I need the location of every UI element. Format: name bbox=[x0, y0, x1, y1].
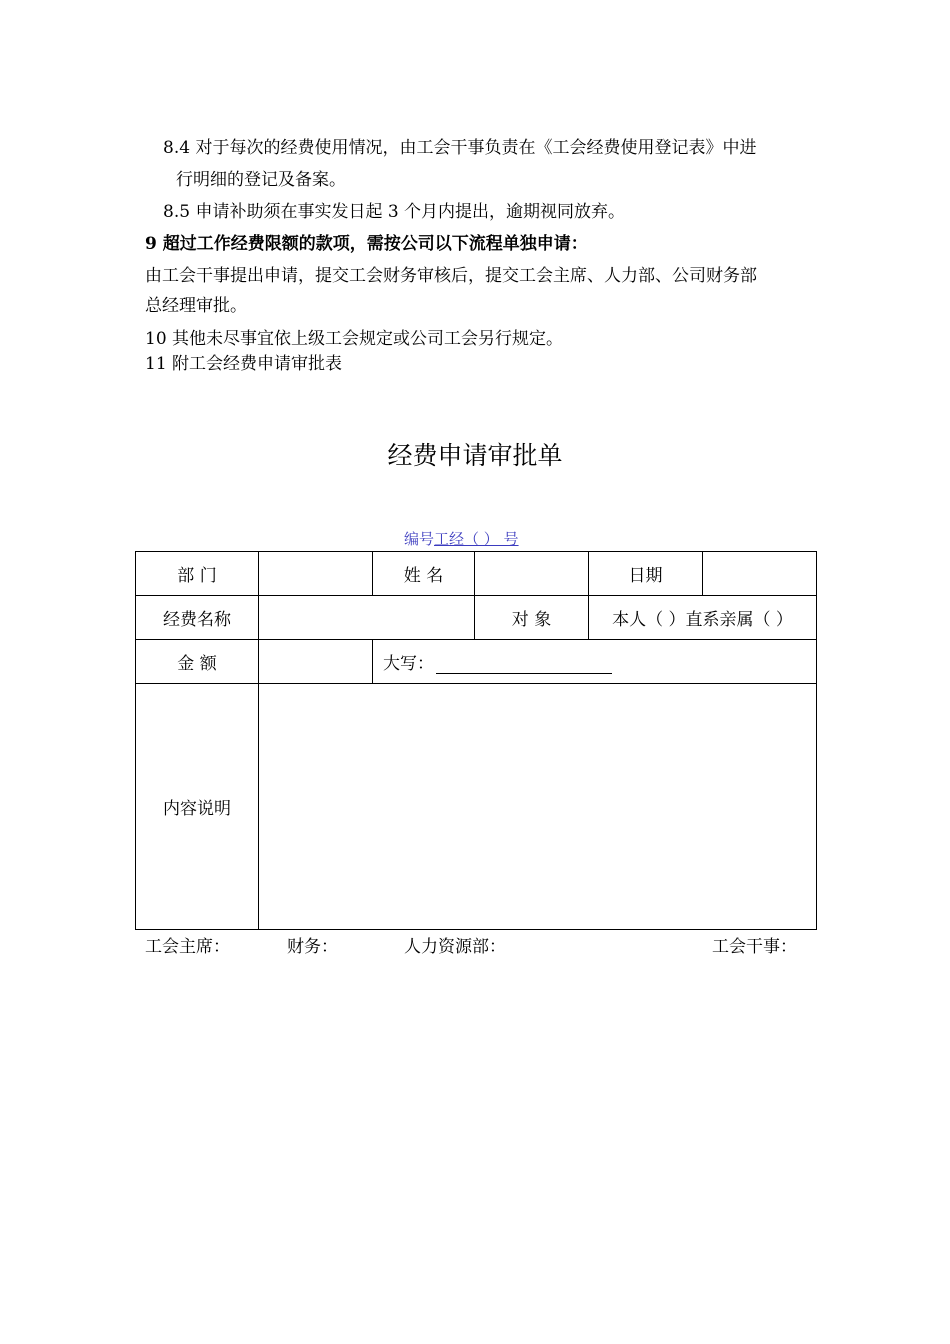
fee-name-field[interactable] bbox=[259, 596, 475, 640]
paragraph-10: 10 其他未尽事宜依上级工会规定或公司工会另行规定。 bbox=[145, 329, 564, 349]
name-label: 姓 名 bbox=[373, 552, 475, 596]
uppercase-amount-cell bbox=[373, 640, 817, 684]
uppercase-label: 大写： bbox=[383, 654, 434, 674]
target-label: 对 象 bbox=[475, 596, 589, 640]
hr-signature-label: 人力资源部： bbox=[404, 937, 506, 957]
date-label: 日期 bbox=[589, 552, 703, 596]
table-row bbox=[136, 640, 817, 684]
serial-underlined: 工经（ ） 号 bbox=[434, 530, 519, 548]
table-row bbox=[136, 552, 817, 596]
date-field[interactable] bbox=[703, 552, 817, 596]
fee-name-label: 经费名称 bbox=[136, 596, 259, 640]
section-9-heading: 9 超过工作经费限额的款项，需按公司以下流程单独申请： bbox=[145, 234, 588, 254]
paragraph-8-4-line2: 行明细的登记及备案。 bbox=[176, 170, 346, 190]
table-row bbox=[136, 596, 817, 640]
serial-number bbox=[404, 528, 519, 549]
officer-signature-label: 工会干事： bbox=[712, 937, 797, 957]
amount-label: 金 额 bbox=[136, 640, 259, 684]
table-row bbox=[136, 684, 817, 930]
department-label: 部 门 bbox=[136, 552, 259, 596]
application-form-table bbox=[135, 551, 817, 930]
paragraph-9-line2: 总经理审批。 bbox=[145, 296, 247, 316]
finance-signature-label: 财务： bbox=[287, 937, 338, 957]
content-label: 内容说明 bbox=[136, 684, 259, 930]
chair-signature-label: 工会主席： bbox=[145, 937, 230, 957]
name-field[interactable] bbox=[475, 552, 589, 596]
form-title: 经费申请审批单 bbox=[387, 441, 563, 470]
uppercase-amount-blank[interactable] bbox=[436, 657, 612, 674]
content-field[interactable] bbox=[259, 684, 817, 930]
paragraph-9-line1: 由工会干事提出申请，提交工会财务审核后，提交工会主席、人力部、公司财务部 bbox=[145, 266, 757, 286]
amount-field[interactable] bbox=[259, 640, 373, 684]
target-options[interactable]: 本人（ ）直系亲属（ ） bbox=[589, 596, 817, 640]
paragraph-8-4-line1: 8.4 对于每次的经费使用情况，由工会干事负责在《工会经费使用登记表》中进 bbox=[163, 138, 757, 158]
paragraph-11: 11 附工会经费申请审批表 bbox=[145, 354, 343, 374]
paragraph-8-5: 8.5 申请补助须在事实发日起 3 个月内提出，逾期视同放弃。 bbox=[163, 202, 626, 222]
serial-prefix: 编号 bbox=[404, 530, 435, 548]
department-field[interactable] bbox=[259, 552, 373, 596]
